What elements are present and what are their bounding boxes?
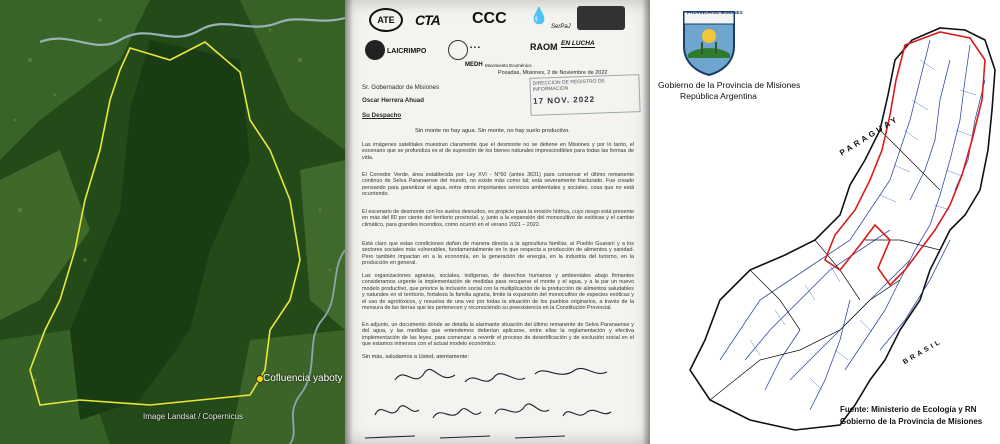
paragraph-3: El escenario de desmonte con los suelos desnudos, es propicio para la erosión hídrica, cuyo riesgo está presente en más del 80 por ciento del territorio provincial, y, junto a la expansión del monocultivo de exóticas y el cambio climático, para grandes incendios, como ocurrió en el verano 2021 – 2022. xyxy=(362,209,634,228)
gov-line-2: República Argentina xyxy=(680,91,757,101)
paragraph-6: En adjunto, un documento donde se detalla la alarmante situación del último remanente de Selva Paranaense y del agua, y las medidas que entendemos deberían aplicarse, entre ellas la reglamentación y efectiva implementación de las leyes, para comenzar a revertir el proceso de desertificación y de exclusión social en el que estamos inmersos con el actual modelo económico. xyxy=(362,322,634,348)
drop-logo: 💧 xyxy=(529,8,549,25)
laicrimpo-logo: LAICRIMPO xyxy=(387,48,427,55)
lucha-logo: EN LUCHA xyxy=(561,40,595,47)
closing-line: Sin más, saludamos a Usted, atentamente: xyxy=(362,354,469,360)
recipient-line-1: Sr. Gobernador de Misiones xyxy=(362,84,440,91)
recipient-line-2: Oscar Herrera Ahuad xyxy=(362,97,425,104)
laicrimpo-emblem-icon xyxy=(365,40,385,60)
raom-logo: RAOM xyxy=(530,42,558,52)
slogan: Sin monte no hay agua. Sin monte, no hay suelo productivo. xyxy=(415,128,571,134)
medh-emblem-icon xyxy=(448,40,468,60)
brasil-label: BRASIL xyxy=(902,337,944,367)
paragraph-2: El Corredor Verde, área establecida por Ley XVI - N°60 (antes 3631) para conservar el último remanente continuo de Selva Paranaense del mundo, no existe más como tal; está severamente fracturado. Fue creado pensando para garantizar el agua, entre otros importantes servicios ambientales y sociales, cosa que no está ocurriendo. xyxy=(362,172,634,198)
logo-small-text: ▪ ▪ ▪ xyxy=(470,45,480,51)
atl-logo: ATE xyxy=(369,8,403,32)
medh-logo: MEDH xyxy=(465,62,483,68)
province-outline xyxy=(690,28,995,430)
map-source-line-1: Fuente: Ministerio de Ecología y RN xyxy=(840,405,977,414)
recipient-line-3: Su Despacho xyxy=(362,112,402,119)
medh-subtitle: Movimiento Ecuménico xyxy=(485,63,532,68)
organization-logos xyxy=(345,0,650,80)
seal-text: PROVINCIA DE MISIONES xyxy=(687,10,743,15)
paraguay-label: PARAGUAY xyxy=(838,113,901,158)
place-label: Cofluencia yaboty xyxy=(263,373,343,384)
stamp-date: 17 NOV. 2022 xyxy=(533,94,596,106)
paragraph-5: Las organizaciones agrarias, sociales, indígenas, de derechos humanos y ambientales abajo firmantes consideramos urgente la implementación de medidas para recuperar el monte y el agua, y a la par un nuevo modelo productivo, que priorice la inclusión social con la multiplicación de la producción de alimentos saludables y naturales en el territorio, fortaleza la familia agraria, limite la expansión del monocultivo de especies exóticas y el uso de agrotóxicos, y resuelva de una vez por todas la situación de los pueblos originarios, a través de la mensura de las tierras que les pertenecen y reconociendo su preexistencia en la Constitución Provincial. xyxy=(362,273,634,312)
letter-panel xyxy=(345,0,650,444)
place-date: Posadas, Misiones, 2 de Noviembre de 2022 xyxy=(498,70,608,76)
cta-logo: CTA xyxy=(415,12,440,28)
green-corridor-outline xyxy=(825,32,985,285)
paragraph-1: Las imágenes satelitales muestran claramente que el desmonte no se detiene en Misiones y por lo tanto, el escenario que se profundiza es el de supresión de los bienes naturales imprescindibles para todas las formas de vida. xyxy=(362,142,634,161)
serpaj-logo: SerPaJ xyxy=(551,24,571,30)
received-stamp xyxy=(529,74,640,116)
signature-1 xyxy=(395,369,455,380)
imagery-credit: Image Landsat / Copernicus xyxy=(143,412,244,421)
ccc-logo: CCC xyxy=(472,10,507,27)
gov-line-1: Gobierno de la Provincia de Misiones xyxy=(658,80,801,90)
fdm-logo xyxy=(577,6,625,30)
map-source-line-2: Gobierno de la Provincia de Misiones xyxy=(840,417,983,426)
signatures xyxy=(345,360,650,444)
satellite-image-panel xyxy=(0,0,345,444)
province-river-map xyxy=(650,0,1000,444)
paragraph-4: Está claro que estas condiciones dañan de manera directa a la agricultura familiar, al Pueblo Guaraní y a los sectores sociales más vulnerables, fundamentalmente en lo que respecta a producción de alimentos y sanidad. Pero también impactan en a la economía, en la generación de energía, en la industria del turismo, en la producción en general. xyxy=(362,241,634,267)
stamp-text: DIRECCION DE REGISTRO DE INFORMACION xyxy=(532,78,605,93)
province-map-panel xyxy=(650,0,1000,444)
